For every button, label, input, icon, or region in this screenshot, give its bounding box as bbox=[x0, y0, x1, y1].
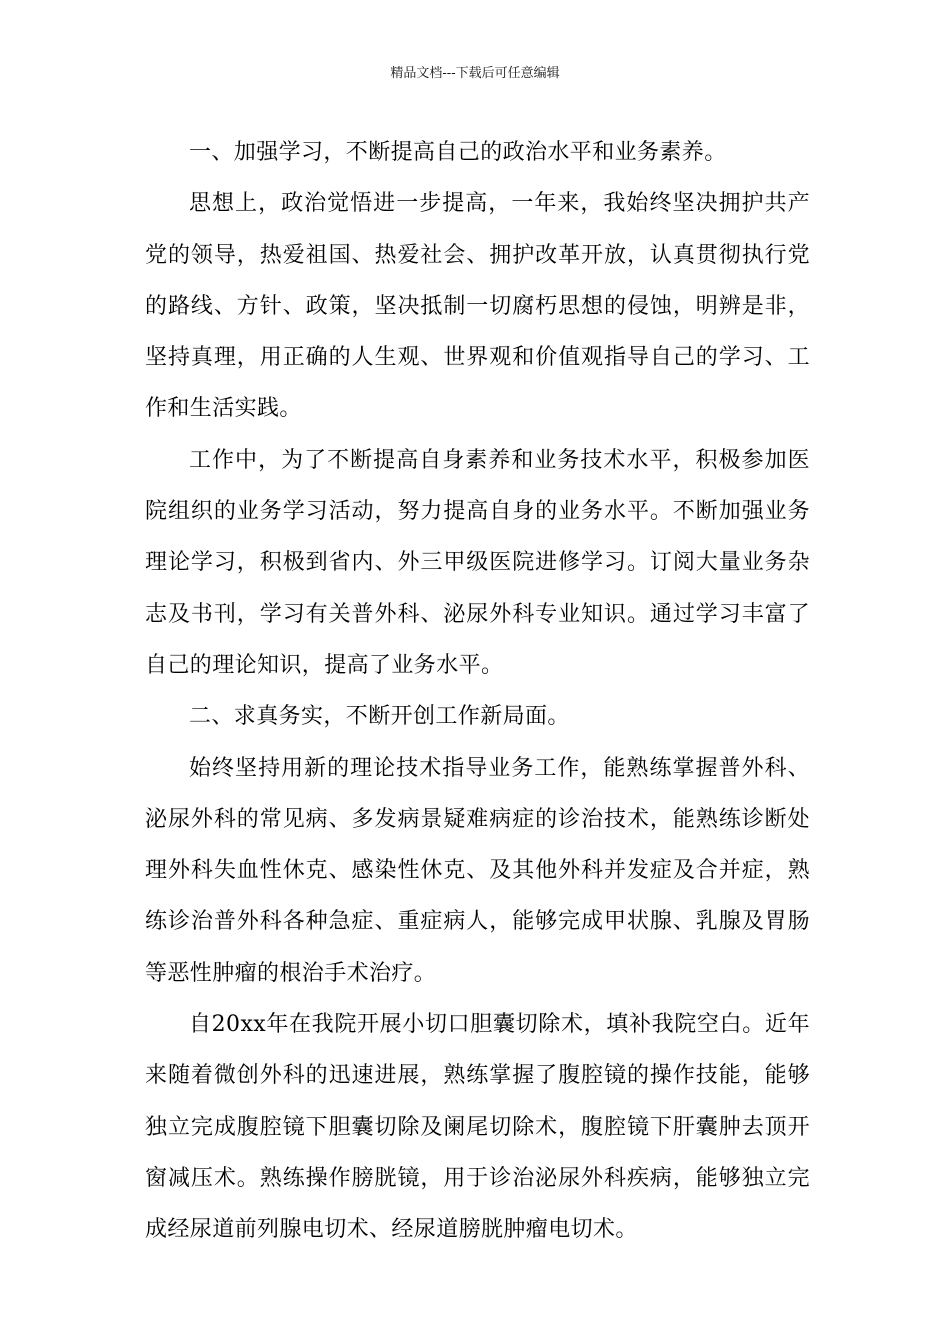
paragraph-ideology: 思想上，政治觉悟进一步提高，一年来，我始终坚决拥护共产党的领导，热爱祖国、热爱社会、拥护改革开放，认真贯彻执行党的路线、方针、政策，坚决抵制一切腐朽思想的侵蚀，明辨是非，坚持真理，用正确的人生观、世界观和价值观指导自己的学习、工作和生活实践。 bbox=[145, 191, 810, 422]
page-header: 精品文档---下载后可任意编辑 bbox=[390, 66, 560, 81]
paragraph-clinical-skills: 始终坚持用新的理论技术指导业务工作，能熟练掌握普外科、泌尿外科的常见病、多发病景疑难病症的诊治技术，能熟练诊断处理外科失血性休克、感染性休克、及其他外科并发症及合并症，熟练诊治普外科各种急症、重症病人，能够完成甲状腺、乳腺及胃肠等恶性肿瘤的根治手术治疗。 bbox=[145, 755, 810, 986]
document-body bbox=[145, 127, 810, 1256]
paragraph-work-study: 工作中，为了不断提高自身素养和业务技术水平，积极参加医院组织的业务学习活动，努力提高自身的业务水平。不断加强业务理论学习，积极到省内、外三甲级医院进修学习。订阅大量业务杂志及书刊，学习有关普外科、泌尿外科专业知识。通过学习丰富了自己的理论知识，提高了业务水平。 bbox=[145, 447, 810, 678]
section-heading-pragmatic: 二、求真务实，不断开创工作新局面。 bbox=[189, 704, 570, 730]
paragraph-surgery: 自20xx年在我院开展小切口胆囊切除术，填补我院空白。近年来随着微创外科的迅速进展，熟练掌握了腹腔镜的操作技能，能够独立完成腹腔镜下胆囊切除及阑尾切除术，腹腔镜下肝囊肿去顶开窗减压术。熟练操作膀胱镜，用于诊治泌尿外科疾病，能够独立完成经尿道前列腺电切术、经尿道膀胱肿瘤电切术。 bbox=[145, 1012, 810, 1243]
section-heading-study: 一、加强学习，不断提高自己的政治水平和业务素养。 bbox=[189, 140, 727, 165]
